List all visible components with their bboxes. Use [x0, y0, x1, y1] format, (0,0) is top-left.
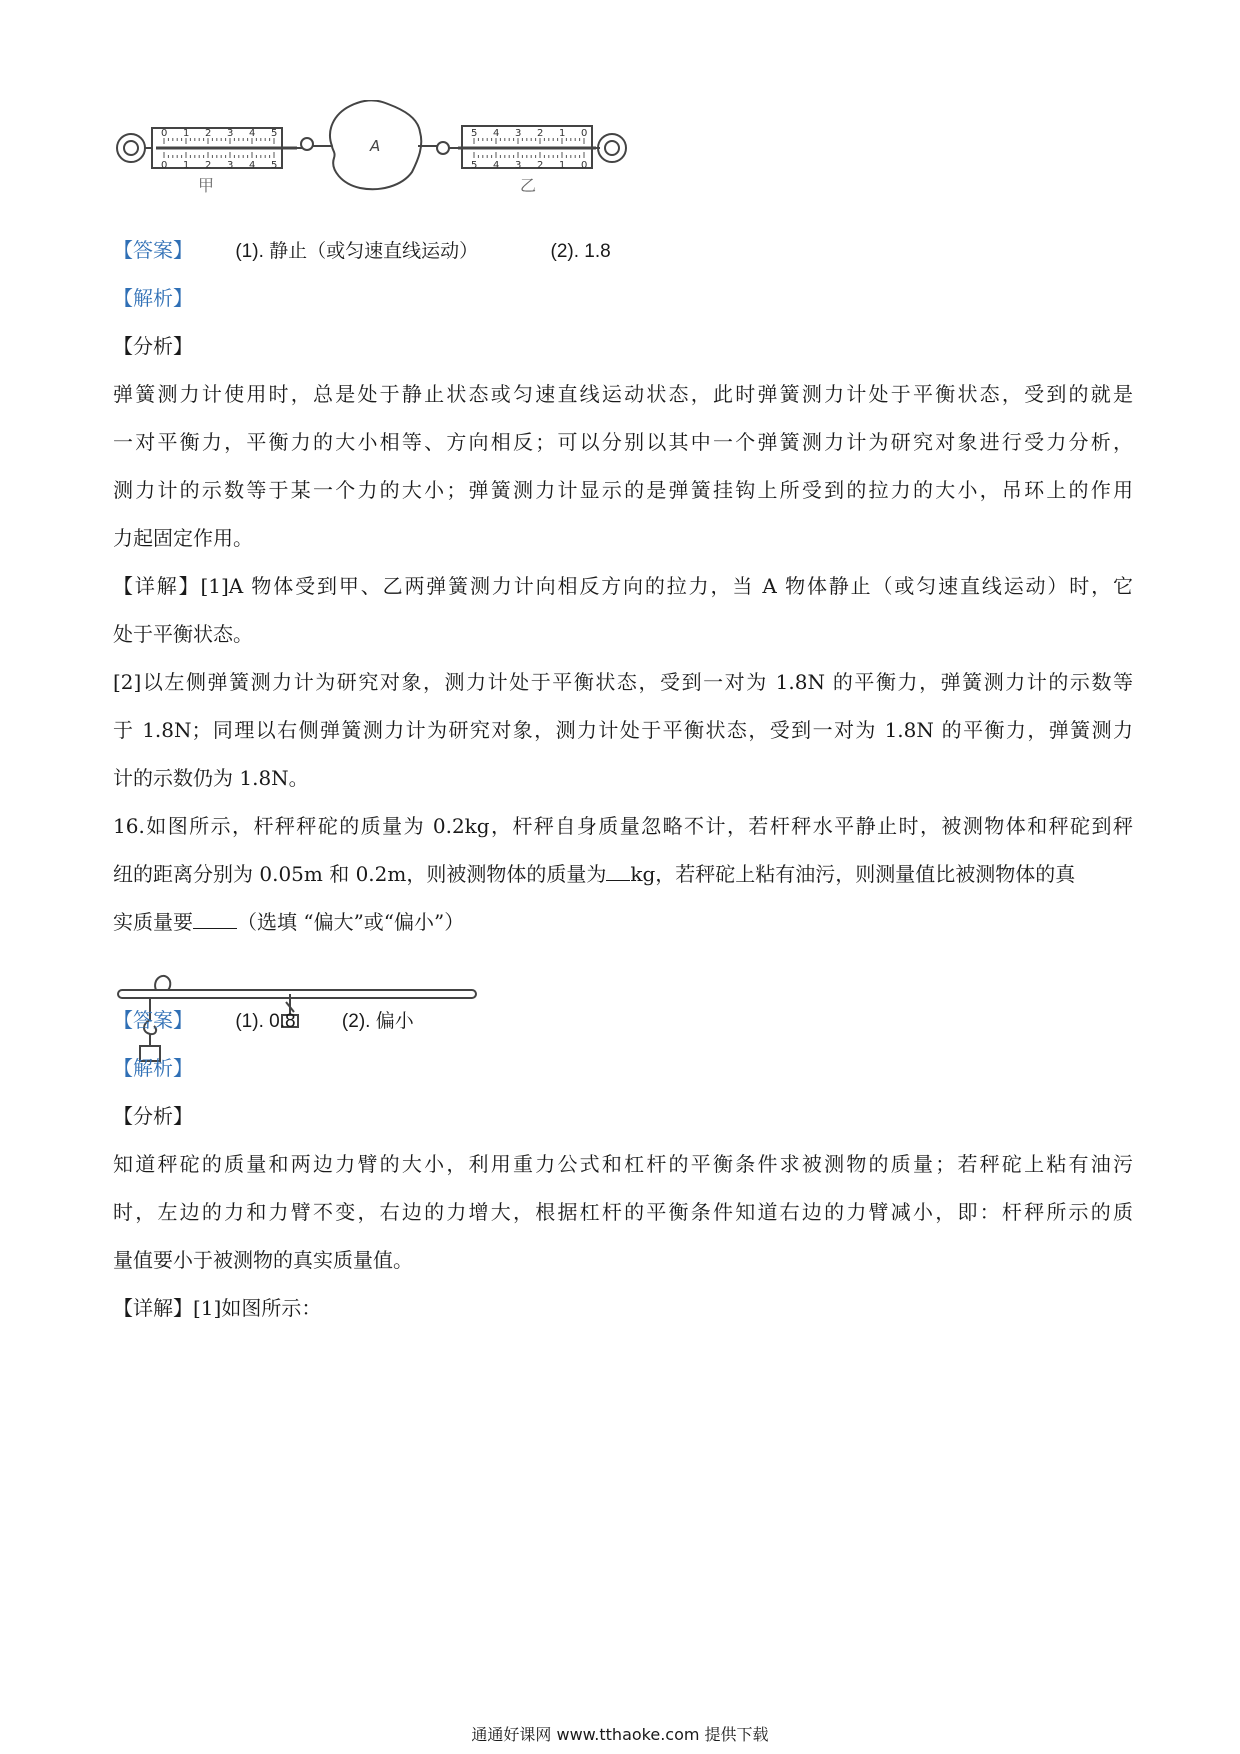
- right-scale-digit: 3: [515, 128, 522, 139]
- left-scale-digit: 3: [227, 160, 234, 171]
- q15-answer-1: (1). 静止（或匀速直线运动）: [235, 241, 479, 262]
- right-scale-digit: 5: [471, 128, 478, 139]
- q16-analysis-line: 知道秤砣的质量和两边力臂的大小，利用重力公式和杠杆的平衡条件求被测物的质量；若秤砣上粘有油污: [113, 1152, 1133, 1176]
- q15-analysis-line: 力起固定作用。: [113, 526, 253, 550]
- q15-detail-line: 【详解】[1]A 物体受到甲、乙两弹簧测力计向相反方向的拉力，当 A 物体静止（或匀速直线运动）时，它: [113, 574, 1133, 598]
- q15-analysis-line: 测力计的示数等于某一个力的大小；弹簧测力计显示的是弹簧挂钩上所受到的拉力的大小，吊环上的作用: [113, 478, 1133, 502]
- q15-detail-line: [2]以左侧弹簧测力计为研究对象，测力计处于平衡状态，受到一对为 1.8N 的平衡力，弹簧测力计的示数等: [113, 670, 1133, 694]
- left-caption: 甲: [198, 176, 215, 195]
- left-scale-digit: 5: [271, 160, 278, 171]
- q16-stem-line-2: 纽的距离分别为 0.05m 和 0.2m，则被测物体的质量为 kg，若秤砣上粘有油污，则测量值比被测物体的真: [113, 862, 1076, 886]
- q15-answer-line: [113, 236, 1133, 266]
- right-scale-digit: 5: [471, 160, 478, 171]
- right-scale-digit: 0: [581, 160, 588, 171]
- q16-analysis-line: 时，左边的力和力臂不变，右边的力增大，根据杠杆的平衡条件知道右边的力臂减小，即：杆秤所示的质: [113, 1200, 1133, 1224]
- q15-fenxi-tag: 【分析】: [113, 334, 193, 358]
- right-scale-digit: 0: [581, 128, 588, 139]
- left-scale-digit: 0: [161, 160, 168, 171]
- answer-tag: 【答案】: [113, 238, 193, 262]
- right-scale-digit: 2: [537, 160, 544, 171]
- right-scale-digit: 4: [493, 160, 500, 171]
- q15-detail-line: 于 1.8N；同理以右侧弹簧测力计为研究对象，测力计处于平衡状态，受到一对为 1.8N 的平衡力，弹簧测力: [113, 718, 1133, 742]
- answer-blank-1: [606, 860, 630, 881]
- q15-detail-line: 处于平衡状态。: [113, 622, 253, 646]
- left-scale-digit: 4: [249, 128, 256, 139]
- object-label: A: [370, 137, 381, 155]
- right-ring-icon: [598, 134, 626, 162]
- q16-jiexi-tag: 【解析】: [113, 1056, 193, 1080]
- q16-stem-line-3: 实质量要 （选填 “偏大”或“偏小”）: [113, 910, 465, 934]
- q16-answer-2: (2). 偏小: [341, 1011, 414, 1032]
- answer-blank-2: [193, 908, 237, 929]
- q15-answer-2: (2). 1.8: [550, 241, 611, 262]
- left-scale-digit: 1: [183, 160, 190, 171]
- left-scale-digit: 0: [161, 128, 168, 139]
- left-scale-digit: 1: [183, 128, 190, 139]
- right-caption: 乙: [520, 176, 537, 195]
- q16-answer-1: (1). 0.8: [235, 1011, 296, 1032]
- q16-stem-line-1: 16.如图所示，杆秤秤砣的质量为 0.2kg，杆秤自身质量忽略不计，若杆秤水平静止时，被测物体和秤砣到秤: [113, 814, 1133, 838]
- left-scale-digit: 3: [227, 128, 234, 139]
- right-scale-digit: 1: [559, 128, 566, 139]
- right-scale-digit: 2: [537, 128, 544, 139]
- right-scale-digit: 4: [493, 128, 500, 139]
- q15-detail-line: 计的示数仍为 1.8N。: [113, 766, 309, 790]
- left-scale-digit: 2: [205, 128, 212, 139]
- q16-fenxi-tag: 【分析】: [113, 1104, 193, 1128]
- left-scale-digit: 5: [271, 128, 278, 139]
- steelyard-handle-icon: [155, 976, 170, 990]
- q15-jiexi-tag: 【解析】: [113, 286, 193, 310]
- right-scale-digit: 1: [559, 160, 566, 171]
- answer-tag: 【答案】: [113, 1008, 193, 1032]
- left-ring-icon: [117, 134, 145, 162]
- q16-answer-line: [113, 1006, 1133, 1036]
- steelyard-beam: [118, 990, 476, 998]
- q15-analysis-line: 弹簧测力计使用时，总是处于静止状态或匀速直线运动状态，此时弹簧测力计处于平衡状态，受到的就是: [113, 382, 1133, 406]
- right-scale-digit: 3: [515, 160, 522, 171]
- footer-source: 通通好课网 www.tthaoke.com 提供下载: [471, 1725, 769, 1744]
- left-scale-digit: 2: [205, 160, 212, 171]
- spring-scales-figure: [112, 100, 708, 218]
- left-scale-digit: 4: [249, 160, 256, 171]
- q16-analysis-line: 量值要小于被测物的真实质量值。: [113, 1248, 413, 1272]
- q16-detail-line: 【详解】[1]如图所示：: [113, 1296, 322, 1320]
- q15-analysis-line: 一对平衡力，平衡力的大小相等、方向相反；可以分别以其中一个弹簧测力计为研究对象进行受力分析，: [113, 430, 1133, 454]
